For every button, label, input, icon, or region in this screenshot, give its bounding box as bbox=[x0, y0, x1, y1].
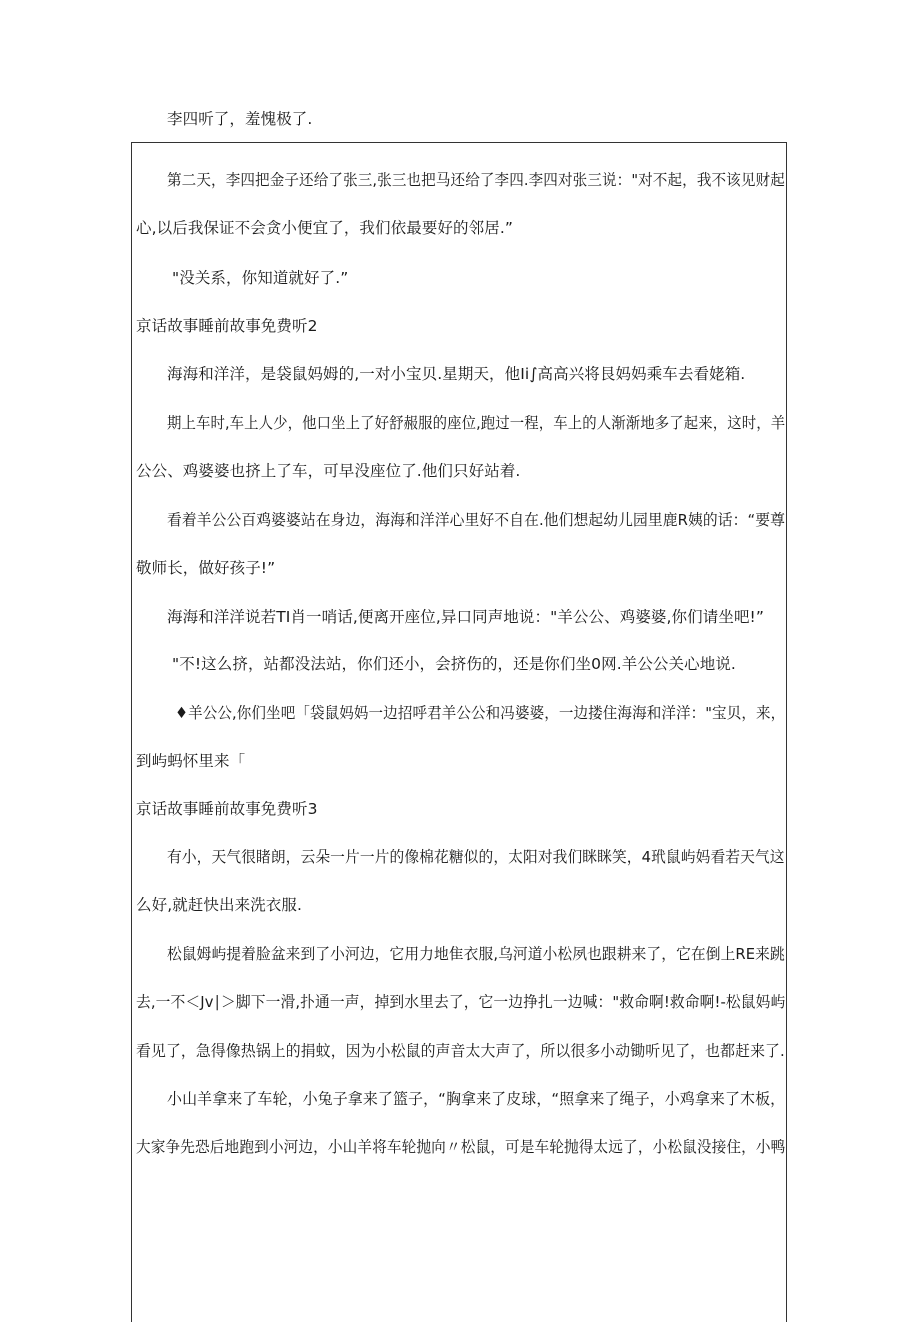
paragraph-line: "不!这么挤，站都没法站，你们还小，会挤伤的，还是你们坐0网.羊公公关心地说. bbox=[172, 655, 736, 673]
paragraph-line: ♦羊公公,你们坐吧「袋鼠妈妈一边招呼君羊公公和冯婆婆，一边搂住海海和洋洋："宝贝，来， bbox=[175, 704, 786, 722]
paragraph-line: 看着羊公公百鸡婆婆站在身边，海海和洋洋心里好不自在.他们想起幼儿园里鹿R姨的话：“要尊 bbox=[167, 511, 786, 529]
paragraph-line: 第二天，李四把金子还给了张三,张三也把马还给了李四.李四对张三说："对不起，我不该见财起 bbox=[167, 171, 785, 189]
paragraph-line: 公公、鸡婆婆也挤上了车，可早没座位了.他们只好站着. bbox=[136, 462, 521, 480]
paragraph-line: 海海和洋洋，是袋鼠妈姆的,一对小宝贝.星期天，他Ii∫高高兴将艮妈妈乘车去看姥箱. bbox=[167, 365, 746, 383]
paragraph-line: 大家争先恐后地跑到小河边，小山羊将车轮抛向〃松鼠，可是车轮抛得太远了，小松鼠没接住，小鸭 bbox=[136, 1138, 786, 1156]
paragraph-line: 么好,就赶快出来洗衣服. bbox=[136, 896, 303, 914]
paragraph-line: 心,以后我保证不会贪小便宜了，我们依最要好的邻居.” bbox=[136, 219, 513, 237]
section-heading: 京话故事睡前故事免费听3 bbox=[136, 800, 318, 818]
section-heading: 京话故事睡前故事免费听2 bbox=[136, 317, 318, 335]
paragraph-line: 敬师长，做好孩子!” bbox=[136, 559, 276, 577]
paragraph-line: 到屿蚂怀里来「 bbox=[136, 752, 246, 770]
paragraph-line: 期上车时,车上人少，他口坐上了好舒赧服的座位,跑过一程，车上的人渐渐地多了起来，这时，羊 bbox=[167, 414, 786, 432]
paragraph-line: 小山羊拿来了车轮，小兔子拿来了篮子，“胸拿来了皮球，“照拿来了绳子，小鸡拿来了木板， bbox=[167, 1090, 786, 1108]
paragraph-line: 去,一不＜Jv∣＞脚下一滑,扑通一声，掉到水里去了，它一边挣扎一边喊："救命啊!救命啊!-松鼠妈屿 bbox=[136, 993, 786, 1011]
paragraph-line: 海海和洋洋说若TI肖一哨话,便离开座位,异口同声地说："羊公公、鸡婆婆,你们请坐吧!” bbox=[167, 608, 764, 626]
paragraph-line: 看见了，急得像热锅上的捐蚊，因为小松鼠的声音太大声了，所以很多小动锄听见了，也都赶来了. bbox=[136, 1042, 785, 1060]
paragraph-line: "没关系，你知道就好了.” bbox=[172, 269, 349, 287]
paragraph-line: 松鼠姆屿提着脸盆来到了小河边，它用力地隹衣服,乌河道小松夙也跟耕来了，它在倒上RE来跳 bbox=[167, 945, 785, 963]
paragraph-line: 李四听了，羞愧极了. bbox=[167, 110, 313, 128]
paragraph-line: 有小，天气很睹朗，云朵一片一片的像棉花糖似的，太阳对我们眯眯笑，4玳鼠屿妈看若天气这 bbox=[167, 848, 785, 866]
